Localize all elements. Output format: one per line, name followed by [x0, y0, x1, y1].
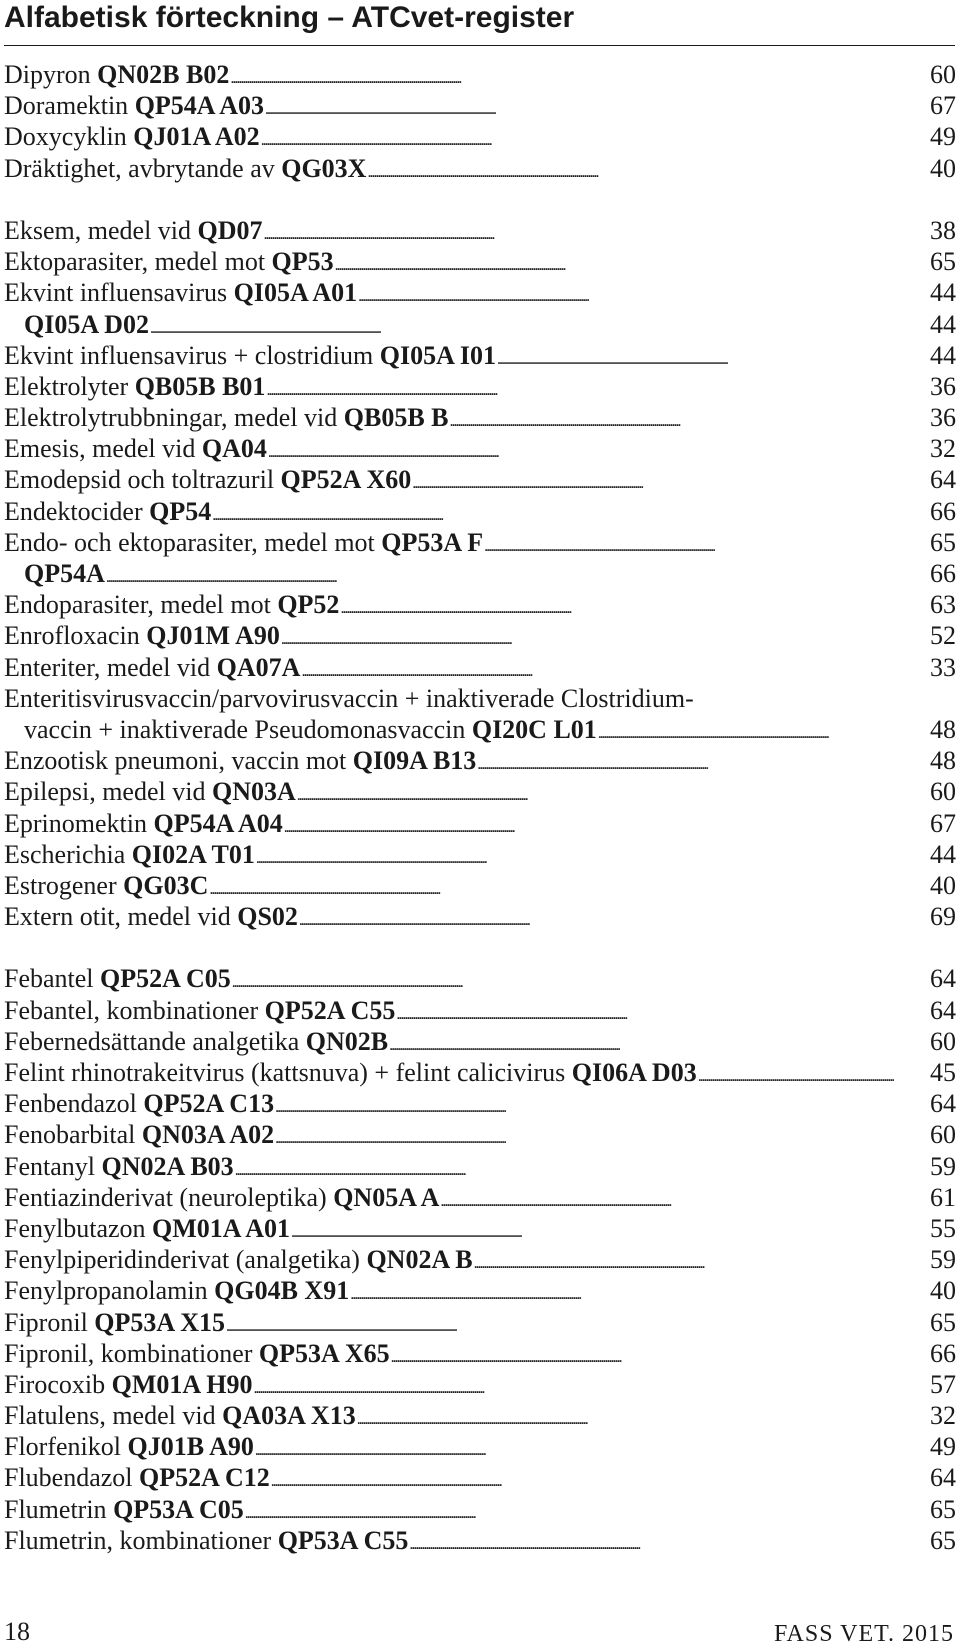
index-term: Ekvint influensavirus + clostridium [4, 340, 374, 370]
atc-code: QG04B X91 [214, 1276, 350, 1306]
index-term: Enzootisk pneumoni, vaccin mot [4, 746, 347, 776]
page-reference: 49 [896, 121, 956, 152]
index-entry [4, 59, 956, 90]
index-term: Estrogener [4, 870, 117, 900]
index-term: Fentanyl [4, 1151, 95, 1181]
index-entry [4, 90, 956, 121]
atc-code: QN03A [211, 777, 296, 807]
page-reference: 65 [896, 1307, 956, 1338]
index-entry [4, 340, 956, 371]
page-reference: 32 [896, 1400, 956, 1431]
index-term-with-leader [4, 1119, 894, 1154]
index-term: Ekvint influensavirus [4, 278, 228, 308]
index-term-with-leader [4, 808, 894, 843]
page-reference: 38 [896, 215, 956, 246]
page-reference: 48 [896, 745, 956, 776]
atc-code: QP53 [271, 247, 334, 277]
atc-code: QP52A C13 [143, 1089, 275, 1119]
index-term: Epilepsi, medel vid [4, 777, 206, 807]
atc-code: QA03A X13 [222, 1401, 356, 1431]
page-reference: 60 [896, 1026, 956, 1057]
index-term-with-leader [4, 59, 894, 94]
page-reference: 64 [896, 963, 956, 994]
index-entry [4, 215, 956, 246]
page-reference: 65 [896, 527, 956, 558]
atc-code: QP54A A04 [153, 808, 283, 838]
index-term-with-leader [4, 1213, 894, 1248]
index-term-with-leader [4, 309, 914, 344]
index-term-with-leader [4, 558, 914, 593]
index-term: Flumetrin, kombinationer [4, 1525, 272, 1555]
index-entry [4, 1494, 956, 1525]
page-reference: 64 [896, 464, 956, 495]
index-term-with-leader [4, 1026, 894, 1061]
index-entry [4, 683, 956, 745]
page-reference: 65 [896, 1494, 956, 1525]
index-term: Felint rhinotrakeitvirus (kattsnuva) + felint calicivirus [4, 1058, 566, 1088]
page-reference: 59 [896, 1244, 956, 1275]
footer-publication: FASS VET. 2015 [773, 1621, 954, 1647]
page-reference: 65 [896, 246, 956, 277]
atc-code: QI05A D02 [24, 309, 149, 339]
page-reference: 36 [896, 371, 956, 402]
index-entry [4, 527, 956, 558]
index-term: Flatulens, medel vid [4, 1401, 216, 1431]
index-entry [4, 121, 956, 152]
index-entry [4, 1275, 956, 1306]
index-entry [4, 433, 956, 464]
index-entry [4, 1119, 956, 1150]
index-entry [4, 995, 956, 1026]
index-term: Fenylpropanolamin [4, 1276, 208, 1306]
index-term-with-leader [4, 1244, 894, 1279]
atc-code: QN03A A02 [141, 1120, 275, 1150]
index-entry [4, 1244, 956, 1275]
index-term: Fenbendazol [4, 1089, 137, 1119]
index-term: Endoparasiter, medel mot [4, 590, 271, 620]
page-reference: 55 [896, 1213, 956, 1244]
index-term: Endektocider [4, 496, 143, 526]
atc-code: QP54A [24, 559, 105, 588]
title-divider [4, 45, 955, 46]
atc-code: QP53A F [381, 527, 484, 557]
index-term-with-leader [4, 402, 894, 437]
atc-code: QN02A B [366, 1245, 473, 1275]
index-entry [4, 1213, 956, 1244]
atc-code: QB05B B [343, 403, 449, 433]
atc-code: QI02A T01 [131, 839, 255, 869]
index-term-with-leader [4, 870, 894, 905]
index-term-with-leader [4, 1275, 894, 1310]
index-term: Emesis, medel vid [4, 434, 196, 464]
index-entry [4, 1525, 956, 1556]
page-reference: 66 [896, 496, 956, 527]
page-reference: 64 [896, 1462, 956, 1493]
index-term-with-leader [4, 1525, 894, 1560]
index-entry [4, 963, 956, 994]
atc-code: QG03X [281, 153, 367, 183]
index-entry [4, 496, 956, 527]
atc-code: QN02B B02 [97, 60, 230, 89]
index-term: Elektrolytrubbningar, medel vid [4, 403, 338, 433]
page-reference: 60 [896, 1119, 956, 1150]
atc-code: QJ01M A90 [146, 621, 280, 651]
page-reference: 44 [896, 340, 956, 371]
index-term-with-leader [4, 1338, 894, 1373]
index-term: Flubendazol [4, 1463, 133, 1493]
index-term: Elektrolyter [4, 371, 129, 401]
index-term-line1: Enteritisvirusvaccin/parvovirusvaccin + inaktiverade Clostridium- [4, 683, 694, 713]
atc-code: QS02 [237, 902, 298, 932]
index-term-with-leader [4, 652, 894, 687]
atc-code: QP54 [149, 496, 212, 526]
index-term-with-leader [4, 246, 894, 281]
page-title: Alfabetisk förteckning – ATCvet-register [4, 1, 575, 34]
atc-code: QD07 [197, 215, 263, 245]
page-reference: 45 [896, 1057, 956, 1088]
index-entry [4, 1462, 956, 1493]
index-term: Endo- och ektoparasiter, medel mot [4, 527, 375, 557]
index-entry [4, 1182, 956, 1213]
atc-code: QP54A A03 [134, 91, 264, 121]
page-reference: 57 [896, 1369, 956, 1400]
index-term-with-leader [4, 1462, 894, 1497]
index-entry [4, 1057, 956, 1088]
atc-code: QJ01A A02 [133, 122, 260, 152]
index-term-with-leader [4, 1431, 894, 1466]
index-term-with-leader [4, 901, 894, 936]
index-entry [4, 153, 956, 184]
page-reference: 65 [896, 1525, 956, 1556]
atc-code: QP52A C55 [264, 995, 396, 1025]
page-reference: 40 [896, 153, 956, 184]
atc-code: QB05B B01 [134, 371, 266, 401]
index-term-with-leader [4, 496, 894, 531]
atc-code: QM01A A01 [152, 1213, 290, 1243]
page-reference: 60 [896, 59, 956, 90]
page-reference: 44 [896, 309, 956, 340]
page-reference: 40 [896, 1275, 956, 1306]
index-term: Febantel, kombinationer [4, 995, 259, 1025]
atc-code: QM01A H90 [111, 1369, 253, 1399]
atc-code: QI20C L01 [471, 714, 597, 744]
page-reference: 48 [896, 714, 956, 745]
index-term-with-leader [4, 620, 894, 655]
index-entry [4, 1151, 956, 1182]
page-reference: 33 [896, 652, 956, 683]
index-term-with-leader [4, 776, 894, 811]
index-list [4, 59, 956, 1556]
index-term: Enrofloxacin [4, 621, 140, 651]
index-term: Ektoparasiter, medel mot [4, 247, 266, 277]
page-reference: 66 [896, 558, 956, 589]
page-reference: 32 [896, 433, 956, 464]
atc-code: QA07A [216, 652, 301, 682]
index-entry [4, 277, 956, 308]
atc-code: QP52 [277, 590, 340, 620]
index-term: vaccin + inaktiverade Pseudomonasvaccin [24, 714, 466, 744]
index-entry [4, 1026, 956, 1057]
atc-code: QI09A B13 [352, 746, 477, 776]
index-entry [4, 870, 956, 901]
index-entry [4, 1307, 956, 1338]
atc-code: QP52A C12 [139, 1463, 270, 1493]
index-entry [4, 901, 956, 932]
index-entry [4, 371, 956, 402]
atc-code: QJ01B A90 [127, 1432, 254, 1462]
index-entry [4, 1338, 956, 1369]
index-term-with-leader [4, 714, 914, 749]
atc-code: QN02A B03 [101, 1151, 234, 1181]
page-reference: 60 [896, 776, 956, 807]
page-reference: 63 [896, 589, 956, 620]
index-term: Eprinomektin [4, 808, 147, 838]
index-entry [4, 745, 956, 776]
index-term-with-leader [4, 1151, 894, 1186]
index-term: Febernedsättande analgetika [4, 1026, 300, 1056]
index-term-with-leader [4, 1057, 894, 1092]
atc-code: QI05A I01 [379, 340, 497, 370]
index-entry [4, 464, 956, 495]
index-term: Dipyron [4, 60, 91, 89]
index-term-with-leader [4, 90, 894, 125]
index-term-with-leader [4, 1369, 894, 1404]
index-term-with-leader [4, 1088, 894, 1123]
index-term: Florfenikol [4, 1432, 121, 1462]
index-term: Febantel [4, 964, 94, 994]
index-term: Fentiazinderivat (neuroleptika) [4, 1182, 327, 1212]
index-entry [4, 652, 956, 683]
index-entry [4, 839, 956, 870]
page-reference: 69 [896, 901, 956, 932]
atc-code: QP52A C05 [100, 964, 231, 994]
footer-page-number: 18 [4, 1617, 30, 1646]
atc-code: QP53A C55 [277, 1525, 409, 1555]
index-term: Enteriter, medel vid [4, 652, 211, 682]
atc-code: QN05A A [333, 1182, 440, 1212]
index-term-with-leader [4, 153, 894, 188]
index-term-with-leader [4, 121, 894, 156]
index-term: Fenylbutazon [4, 1213, 146, 1243]
index-term: Escherichia [4, 839, 126, 869]
index-term-with-leader [4, 1400, 894, 1435]
index-term: Fipronil, kombinationer [4, 1338, 253, 1368]
index-term: Extern otit, medel vid [4, 902, 231, 932]
page-reference: 52 [896, 620, 956, 651]
index-entry [4, 309, 956, 340]
page-reference: 61 [896, 1182, 956, 1213]
index-term: Fenylpiperidinderivat (analgetika) [4, 1245, 360, 1275]
atc-code: QG03C [123, 870, 209, 900]
index-term-with-leader [4, 371, 894, 406]
atc-code: QI06A D03 [571, 1058, 697, 1088]
index-term: Flumetrin [4, 1494, 107, 1524]
index-term-with-leader [4, 340, 894, 375]
atc-code: QP53A X15 [94, 1307, 226, 1337]
index-term-with-leader [4, 527, 894, 562]
index-term: Doramektin [4, 91, 129, 121]
index-term-with-leader [4, 1494, 894, 1529]
index-entry [4, 402, 956, 433]
index-term-with-leader [4, 589, 894, 624]
index-term-with-leader [4, 215, 894, 250]
index-term-with-leader [4, 433, 894, 468]
page-reference: 44 [896, 277, 956, 308]
atc-code: QP52A X60 [280, 465, 412, 495]
index-term: Eksem, medel vid [4, 215, 192, 245]
index-entry [4, 776, 956, 807]
index-term: Emodepsid och toltrazuril [4, 465, 275, 495]
index-term-with-leader [4, 963, 894, 998]
index-term-with-leader [4, 277, 894, 312]
index-term-with-leader [4, 839, 894, 874]
page-reference: 66 [896, 1338, 956, 1369]
index-entry [4, 589, 956, 620]
index-entry [4, 1369, 956, 1400]
index-entry [4, 1400, 956, 1431]
page-reference: 40 [896, 870, 956, 901]
index-entry [4, 808, 956, 839]
letter-group-spacer [4, 932, 956, 963]
page-reference: 64 [896, 995, 956, 1026]
index-term-with-leader [4, 1182, 894, 1217]
index-term: Firocoxib [4, 1369, 106, 1399]
atc-code: QI05A A01 [233, 278, 358, 308]
page-reference: 67 [896, 808, 956, 839]
index-entry [4, 558, 956, 589]
index-term-with-leader [4, 995, 894, 1030]
index-term-with-leader [4, 745, 894, 780]
index-entry [4, 620, 956, 651]
page-reference: 67 [896, 90, 956, 121]
index-term: Fipronil [4, 1307, 88, 1337]
index-term: Doxycyklin [4, 122, 127, 152]
index-entry [4, 1431, 956, 1462]
index-term-with-leader [4, 464, 894, 499]
index-entry [4, 246, 956, 277]
index-term: Dräktighet, avbrytande av [4, 153, 275, 183]
atc-code: QA04 [201, 434, 267, 464]
page-reference: 64 [896, 1088, 956, 1119]
page-reference: 49 [896, 1431, 956, 1462]
index-entry [4, 1088, 956, 1119]
page-reference: 59 [896, 1151, 956, 1182]
atc-code: QN02B [305, 1026, 389, 1056]
index-term: Fenobarbital [4, 1120, 136, 1150]
page-reference: 36 [896, 402, 956, 433]
letter-group-spacer [4, 184, 956, 215]
page-reference: 44 [896, 839, 956, 870]
index-term-with-leader [4, 1307, 894, 1342]
atc-code: QP53A X65 [258, 1338, 390, 1368]
atc-code: QP53A C05 [113, 1494, 244, 1524]
